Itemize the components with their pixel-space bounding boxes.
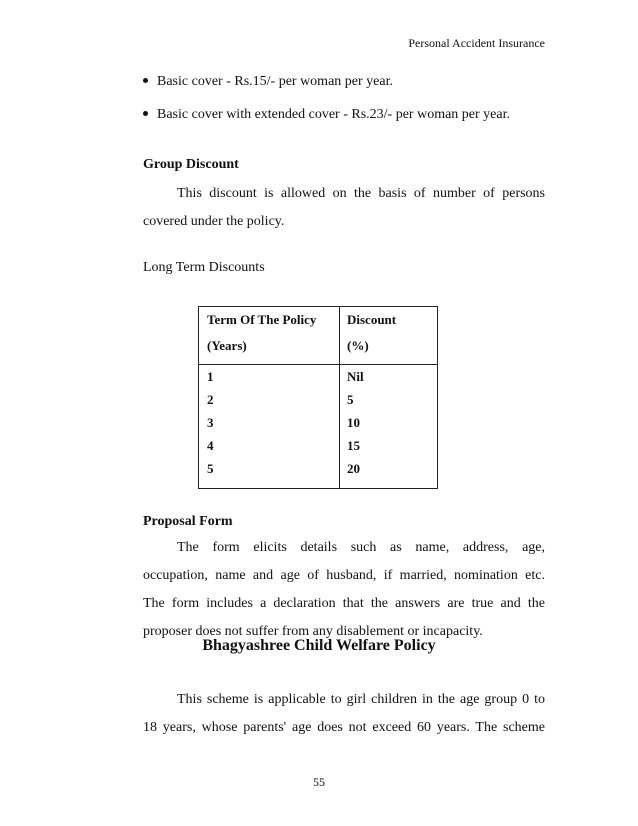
table-divider [339, 307, 340, 488]
table-cell-discount: 10 [347, 415, 360, 430]
table-header-term: Term Of The Policy [207, 312, 317, 327]
bullet-icon [143, 111, 148, 116]
paragraph-line: 18 years, whose parents' age does not exceed 60 years. The scheme [143, 720, 545, 735]
table-divider [199, 364, 437, 365]
paragraph-line: This scheme is applicable to girl children in the age group 0 to [177, 692, 545, 707]
paragraph-line: proposer does not suffer from any disablement or incapacity. [143, 624, 483, 639]
table-cell-term: 4 [207, 438, 214, 453]
table-cell-discount: 15 [347, 438, 360, 453]
bullet-text: Basic cover with extended cover - Rs.23/- per woman per year. [157, 107, 510, 122]
section-title: Bhagyashree Child Welfare Policy [202, 637, 436, 654]
bullet-icon [143, 78, 148, 83]
page-number: 55 [313, 775, 325, 789]
paragraph-line: The form includes a declaration that the answers are true and the [143, 596, 545, 611]
section-paragraph [143, 686, 545, 742]
paragraph-line: This discount is allowed on the basis of number of persons [177, 186, 545, 201]
bullet-text: Basic cover - Rs.15/- per woman per year. [157, 74, 393, 89]
group-discount-paragraph [143, 180, 545, 236]
proposal-form-paragraph [143, 534, 545, 646]
group-discount-heading: Group Discount [143, 157, 239, 172]
table-cell-term: 5 [207, 461, 214, 476]
table-header-discount: Discount [347, 312, 397, 327]
table-header-discount-unit: (%) [347, 338, 369, 353]
running-header: Personal Accident Insurance [408, 36, 545, 50]
table-cell-discount: Nil [347, 369, 364, 384]
table-cell-discount: 5 [347, 392, 354, 407]
table-cell-discount: 20 [347, 461, 360, 476]
table-header-term-unit: (Years) [207, 338, 247, 353]
table-cell-term: 2 [207, 392, 214, 407]
table-cell-term: 3 [207, 415, 214, 430]
paragraph-line: covered under the policy. [143, 214, 285, 229]
bullet-item [143, 74, 393, 90]
paragraph-line: occupation, name and age of husband, if married, nomination etc. [143, 568, 545, 583]
long-term-heading: Long Term Discounts [143, 260, 265, 275]
proposal-form-heading: Proposal Form [143, 514, 233, 529]
table-cell-term: 1 [207, 369, 214, 384]
bullet-item [143, 107, 510, 123]
paragraph-line: The form elicits details such as name, address, age, [177, 540, 545, 555]
discount-table [198, 306, 438, 489]
